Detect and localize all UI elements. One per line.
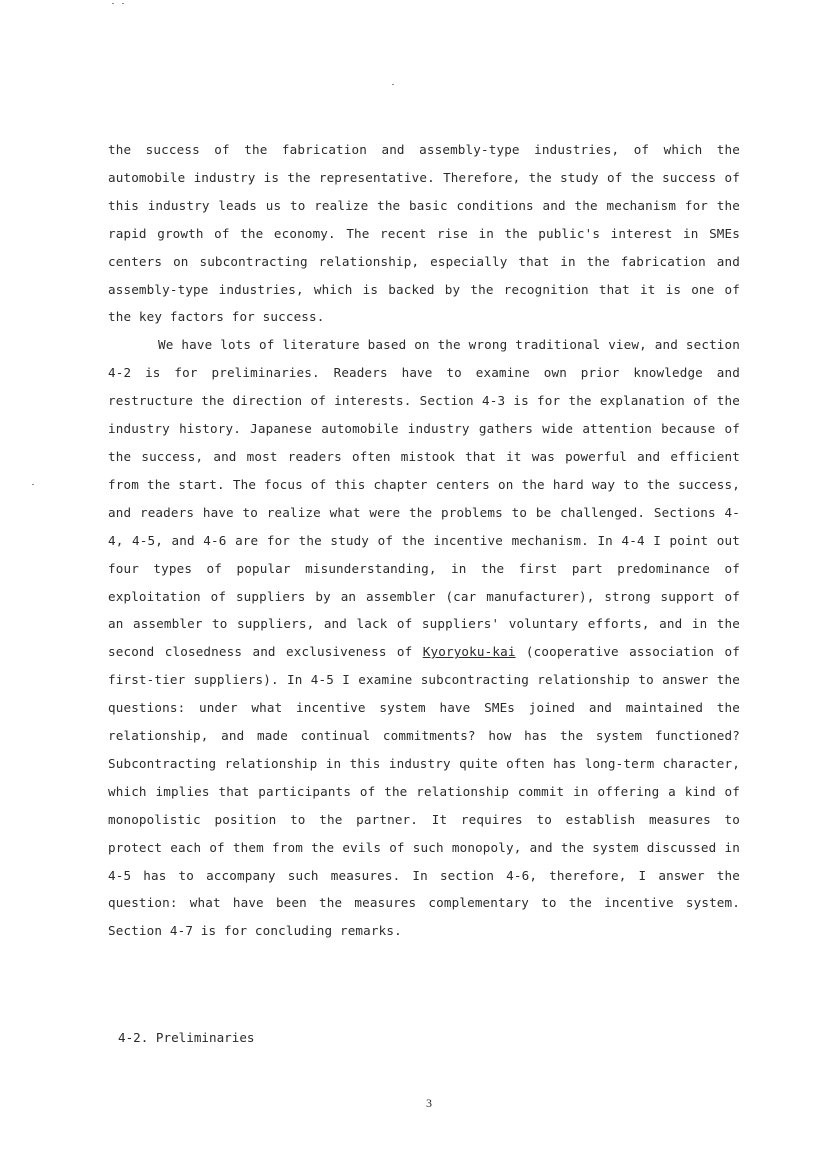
- scan-speck: [32, 484, 34, 485]
- paragraph-2: [108, 331, 740, 945]
- scan-speck: [122, 3, 124, 4]
- section-heading: 4-2. Preliminaries: [118, 1030, 255, 1045]
- scan-speck: [392, 84, 394, 85]
- paragraph-2-text-end: (cooperative association of first-tier suppliers). In 4-5 I examine subcontracting relationship to answer the questions: under what incentive system have SMEs joined and maintained the relationship, and made continual commitments? how has the system functioned? Subcontracting relationship in this industry quite often has long-term character, which implies that participants of the relationship commit in offering a kind of monopolistic position to the partner. It requires to establish measures to protect each of them from the evils of such monopoly, and the system discussed in 4-5 has to accompany such measures. In section 4-6, therefore, I answer the question: what have been the measures complementary to the incentive system. Section 4-7 is for concluding remarks.: [108, 644, 740, 939]
- paragraph-1: the success of the fabrication and assembly-type industries, of which the automobile industry is the representative. Therefore, the study of the success of this industry leads us to realize the basic conditions and the mechanism for the rapid growth of the economy. The recent rise in the public's interest in SMEs centers on subcontracting relationship, especially that in the fabrication and assembly-type industries, which is backed by the recognition that it is one of the key factors for success.: [108, 142, 740, 325]
- page-number: 3: [426, 1096, 432, 1110]
- paragraph-2-text-start: We have lots of literature based on the wrong traditional view, and section 4-2 is for preliminaries. Readers have to examine own prior knowledge and restructure the direction of interests. Section 4-3 is for the explanation of the industry history. Japanese automobile industry gathers wide attention because of the success, and most readers often mistook that it was powerful and efficient from the start. The focus of this chapter centers on the hard way to the success, and readers have to realize what were the problems to be challenged. Sections 4-4, 4-5, and 4-6 are for the study of the incentive mechanism. In 4-4 I point out four types of popular misunderstanding, in the first part predominance of exploitation of suppliers by an assembler (car manufacturer), strong support of an assembler to suppliers, and lack of suppliers' voluntary efforts, and in the second closedness and exclusiveness of: [108, 337, 740, 660]
- kyoryoku-kai-term: Kyoryoku-kai: [422, 644, 516, 660]
- scan-speck: [112, 3, 114, 4]
- body-text: [108, 136, 740, 945]
